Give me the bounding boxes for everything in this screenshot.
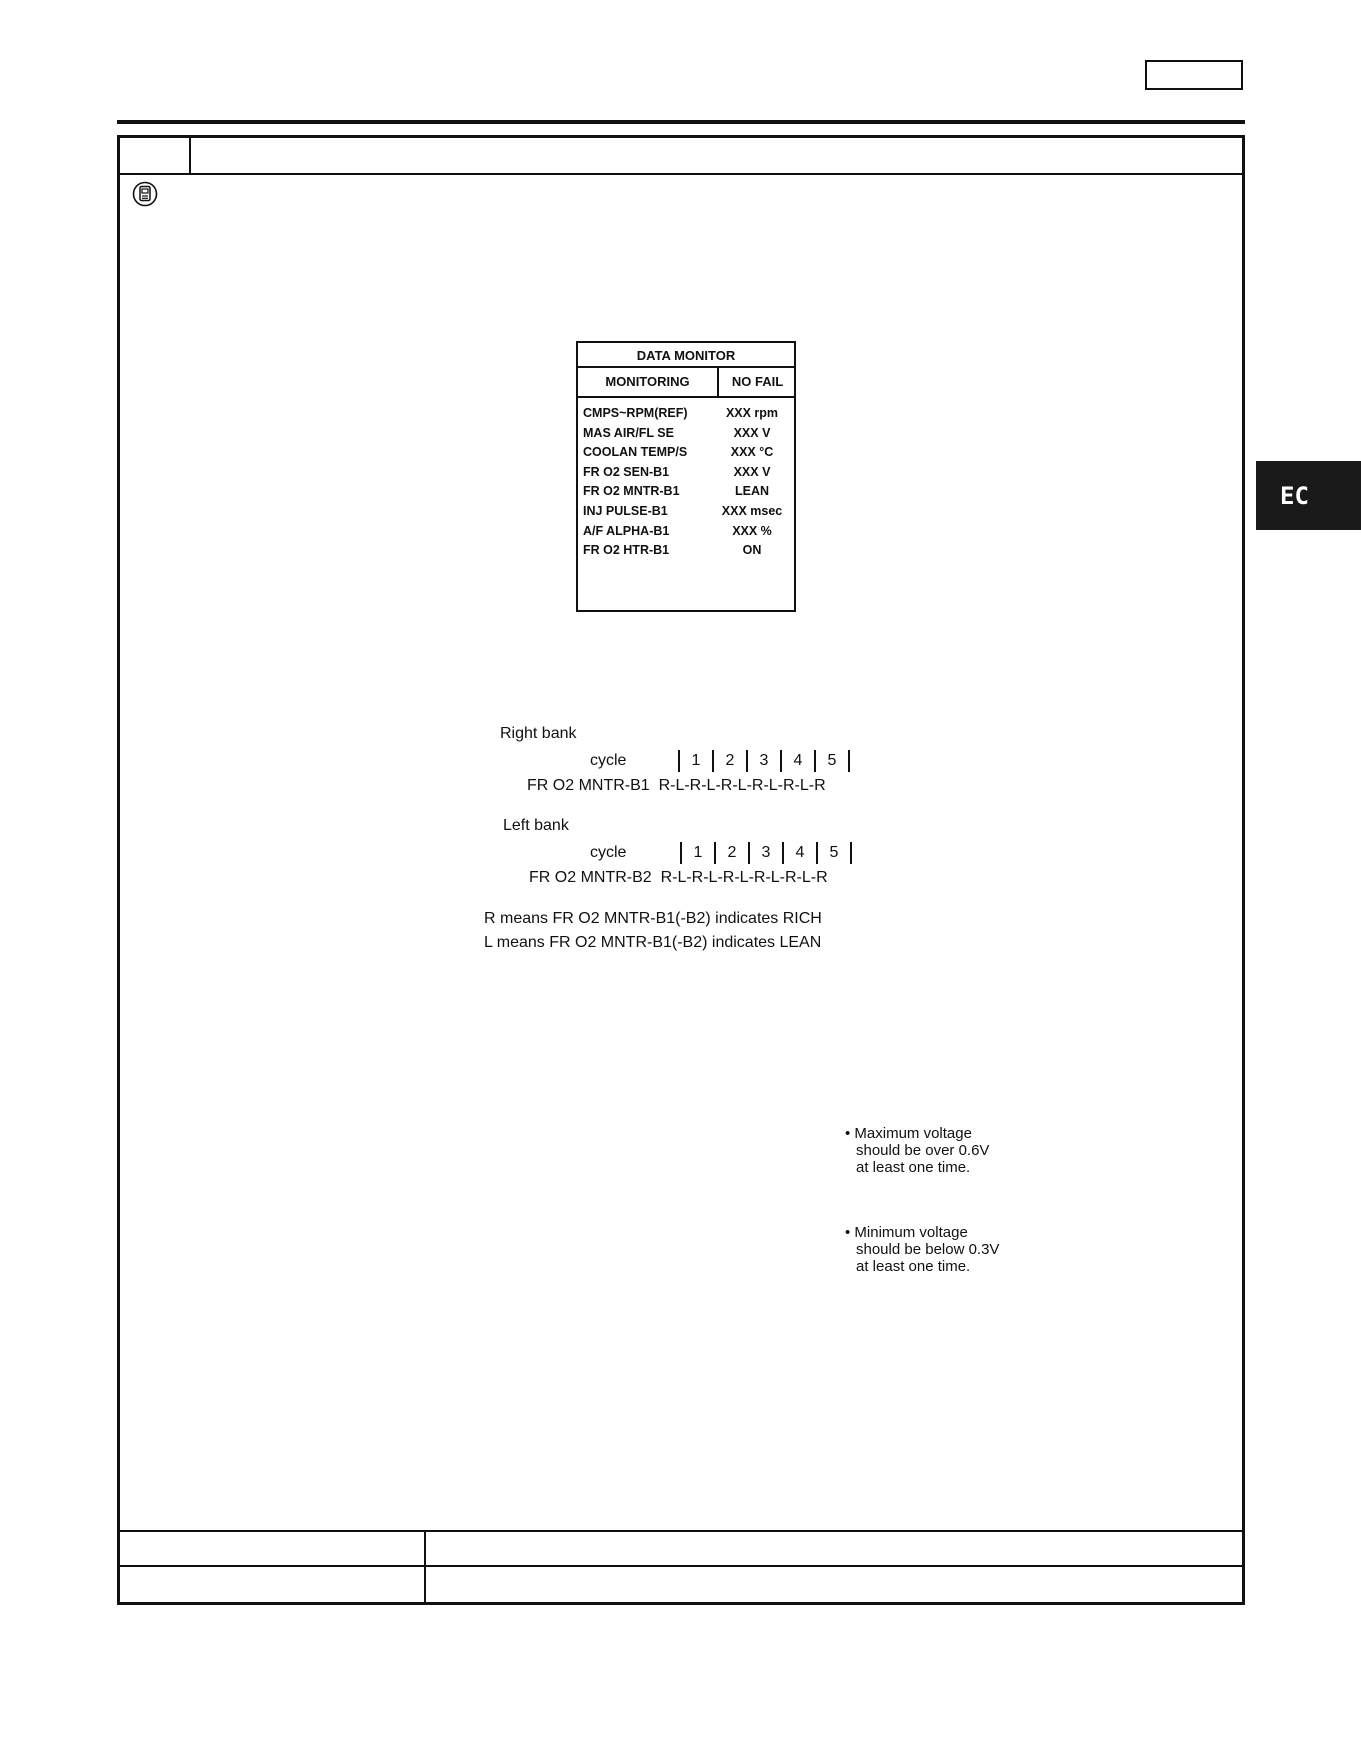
min-note-line: at least one time. bbox=[856, 1258, 971, 1275]
data-monitor-header bbox=[578, 368, 794, 398]
result-row-rule-2 bbox=[117, 1565, 1245, 1567]
monitor-item-label: A/F ALPHA-B1 bbox=[583, 523, 670, 538]
status-label: NO FAIL bbox=[731, 374, 784, 389]
monitor-row bbox=[583, 524, 793, 544]
frame-header-divider bbox=[189, 135, 191, 175]
left-cycle-row bbox=[590, 842, 852, 864]
monitor-item-value: XXX % bbox=[732, 523, 772, 538]
monitor-item-label: FR O2 SEN-B1 bbox=[583, 464, 670, 479]
monitor-item-label: INJ PULSE-B1 bbox=[583, 503, 668, 518]
min-note-line: • Minimum voltage bbox=[845, 1224, 968, 1241]
monitoring-label: MONITORING bbox=[578, 368, 719, 396]
cycle-number: 1 bbox=[691, 752, 701, 769]
frame-header-rule bbox=[117, 173, 1245, 175]
consult-monitor-icon bbox=[132, 181, 158, 207]
left-bank-label: Left bank bbox=[503, 817, 569, 834]
data-monitor-panel bbox=[576, 341, 796, 612]
monitor-item-value: LEAN bbox=[734, 484, 770, 499]
monitor-row bbox=[583, 445, 793, 465]
monitor-item-label: FR O2 HTR-B1 bbox=[583, 543, 670, 558]
min-voltage-note bbox=[845, 1224, 999, 1275]
max-note-line: • Maximum voltage bbox=[845, 1125, 972, 1142]
left-cycle-label: cycle bbox=[590, 844, 627, 861]
cycle-divider bbox=[850, 842, 852, 864]
right-cycle-label: cycle bbox=[590, 752, 627, 769]
monitor-row bbox=[583, 465, 793, 485]
monitor-item-value: XXX °C bbox=[730, 445, 774, 460]
monitor-item-value: XXX V bbox=[733, 425, 771, 440]
section-tab-ec[interactable] bbox=[1256, 461, 1361, 530]
data-monitor-rows bbox=[583, 406, 793, 563]
header-rule bbox=[117, 120, 1245, 124]
r-means-note: R means FR O2 MNTR-B1(-B2) indicates RICH bbox=[484, 910, 822, 927]
result-row-divider bbox=[424, 1530, 426, 1605]
header-box bbox=[1145, 60, 1243, 90]
right-bank-label: Right bank bbox=[500, 725, 577, 742]
cycle-number: 4 bbox=[795, 844, 805, 861]
monitor-row bbox=[583, 426, 793, 446]
data-monitor-title: DATA MONITOR bbox=[578, 343, 794, 368]
right-cycle-row bbox=[590, 750, 850, 772]
left-monitor-pattern: R-L-R-L-R-L-R-L-R-L-R bbox=[660, 869, 828, 886]
monitor-item-value: XXX msec bbox=[721, 503, 783, 518]
monitor-item-value: XXX V bbox=[733, 464, 771, 479]
cycle-number: 3 bbox=[759, 752, 769, 769]
monitor-row bbox=[583, 504, 793, 524]
max-voltage-note bbox=[845, 1125, 989, 1176]
monitor-row bbox=[583, 484, 793, 504]
cycle-divider bbox=[848, 750, 850, 772]
monitor-item-value: ON bbox=[742, 543, 762, 558]
cycle-number: 1 bbox=[693, 844, 703, 861]
monitor-item-label: FR O2 MNTR-B1 bbox=[583, 484, 680, 499]
right-monitor-name: FR O2 MNTR-B1 bbox=[527, 777, 650, 794]
monitor-item-label: CMPS~RPM(REF) bbox=[583, 406, 688, 420]
left-monitor-name: FR O2 MNTR-B2 bbox=[529, 869, 652, 886]
cycle-number: 5 bbox=[827, 752, 837, 769]
left-monitor-line bbox=[529, 869, 828, 887]
right-monitor-pattern: R-L-R-L-R-L-R-L-R-L-R bbox=[658, 777, 826, 794]
monitor-row bbox=[583, 543, 793, 563]
section-tab-label: EC bbox=[1280, 481, 1309, 510]
cycle-number: 3 bbox=[761, 844, 771, 861]
monitor-item-value: XXX rpm bbox=[725, 406, 779, 420]
cycle-number: 2 bbox=[725, 752, 735, 769]
cycle-number: 5 bbox=[829, 844, 839, 861]
monitor-item-label: MAS AIR/FL SE bbox=[583, 425, 674, 440]
monitor-item-label: COOLAN TEMP/S bbox=[583, 445, 688, 460]
cycle-number: 2 bbox=[727, 844, 737, 861]
monitor-row bbox=[583, 406, 793, 426]
max-note-line: at least one time. bbox=[856, 1159, 971, 1176]
min-note-line: should be below 0.3V bbox=[856, 1241, 1000, 1258]
max-note-line: should be over 0.6V bbox=[856, 1142, 990, 1159]
right-monitor-line bbox=[527, 777, 826, 795]
l-means-note: L means FR O2 MNTR-B1(-B2) indicates LEAN bbox=[484, 934, 822, 951]
result-row-rule-1 bbox=[117, 1530, 1245, 1532]
cycle-number: 4 bbox=[793, 752, 803, 769]
